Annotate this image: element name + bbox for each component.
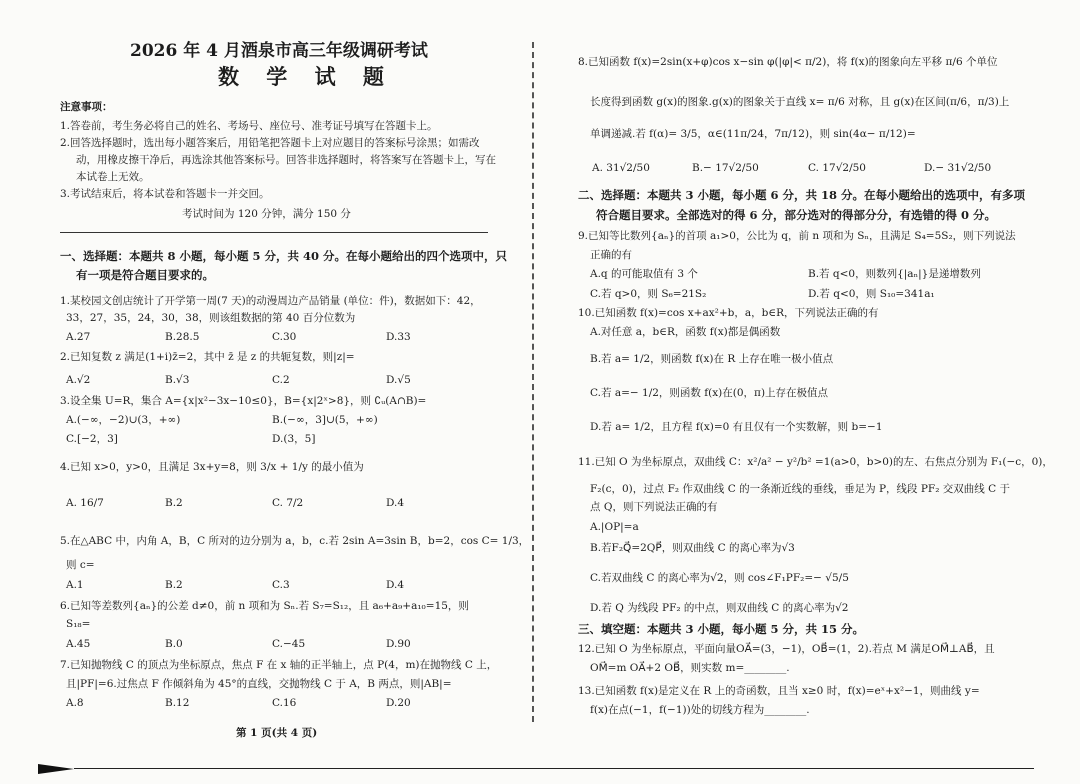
q7-stem-cont: 且|PF|=6.过焦点 F 作倾斜角为 45°的直线，交抛物线 C 于 A，B 两点，则|AB|= bbox=[66, 678, 452, 690]
section2-heading: 二、选择题：本题共 3 小题，每小题 6 分，共 18 分。在每小题给出的选项中，有多项 bbox=[578, 188, 1026, 202]
q2-stem: 2.已知复数 z 满足(1+i)z̄=2，其中 z̄ 是 z 的共轭复数，则|z|= bbox=[60, 351, 355, 363]
q4-option-d: D.4 bbox=[386, 497, 405, 509]
q7-option-c: C.16 bbox=[272, 697, 297, 709]
q3-option-d: D.(3，5] bbox=[272, 433, 316, 445]
q4-option-b: B.2 bbox=[165, 497, 183, 509]
section1-heading: 一、选择题：本题共 8 小题，每小题 5 分，共 40 分。在每小题给出的四个选项中，只 bbox=[60, 249, 508, 263]
column-divider bbox=[532, 42, 534, 722]
q9-option-d: D.若 q<0，则 S₁₀=341a₁ bbox=[808, 288, 935, 300]
section2-heading-cont: 符合题目要求。全部选对的得 6 分，部分选对的得部分分，有选错的得 0 分。 bbox=[596, 208, 997, 222]
q7-option-d: D.20 bbox=[386, 697, 411, 709]
q11-option-a: A.|OP|=a bbox=[590, 521, 639, 533]
q1-option-d: D.33 bbox=[386, 331, 411, 343]
q11-stem-cont2: 点 Q，则下列说法正确的有 bbox=[590, 501, 718, 513]
q13-stem: 13.已知函数 f(x)是定义在 R 上的奇函数，且当 x≥0 时，f(x)=eˣ+x²−1，则曲线 y= bbox=[578, 685, 980, 697]
q10-option-a: A.对任意 a，b∈R，函数 f(x)都是偶函数 bbox=[590, 326, 781, 338]
q3-stem: 3.设全集 U=R，集合 A={x|x²−3x−10≤0}，B={x|2ˣ>8}，则 ∁ᵤ(A∩B)= bbox=[60, 395, 427, 407]
q10-stem: 10.已知函数 f(x)=cos x+ax²+b，a，b∈R，下列说法正确的有 bbox=[578, 307, 879, 319]
q11-stem: 11.已知 O 为坐标原点，双曲线 C：x²/a² − y²/b² =1(a>0，b>0)的左、右焦点分别为 F₁(−c，0)， bbox=[578, 456, 1053, 468]
q6-option-d: D.90 bbox=[386, 638, 411, 650]
q9-option-c: C.若 q>0，则 S₆=21S₂ bbox=[590, 288, 707, 300]
q6-option-a: A.45 bbox=[66, 638, 91, 650]
q9-stem: 9.已知等比数列{aₙ}的首项 a₁>0，公比为 q，前 n 项和为 Sₙ，且满足 S₄=5S₂，则下列说法 bbox=[578, 230, 1016, 242]
q6-option-c: C.−45 bbox=[272, 638, 306, 650]
q1-stem-cont: 33，27，35，24，30，38，则该组数据的第 40 百分位数为 bbox=[66, 312, 356, 324]
q4-option-a: A. 16/7 bbox=[66, 497, 104, 509]
q3-option-a: A.(−∞，−2)∪(3，+∞) bbox=[66, 414, 181, 426]
header-rule bbox=[60, 232, 488, 233]
q7-option-a: A.8 bbox=[66, 697, 84, 709]
q1-stem: 1.某校园文创店统计了开学第一周(7 天)的动漫周边产品销量 (单位：件)，数据如下：42， bbox=[60, 295, 481, 307]
q7-option-b: B.12 bbox=[165, 697, 190, 709]
q5-stem-cont: 则 c= bbox=[66, 559, 95, 571]
q8-option-b: B.− 17√2/50 bbox=[692, 162, 759, 174]
scan-edge-line bbox=[74, 768, 1034, 769]
q4-option-c: C. 7/2 bbox=[272, 497, 304, 509]
section1-heading-cont: 有一项是符合题目要求的。 bbox=[76, 268, 214, 282]
q8-option-a: A. 31√2/50 bbox=[592, 162, 650, 174]
q5-option-c: C.3 bbox=[272, 579, 290, 591]
q5-option-b: B.2 bbox=[165, 579, 183, 591]
time-note: 考试时间为 120 分钟，满分 150 分 bbox=[182, 208, 351, 220]
q1-option-a: A.27 bbox=[66, 331, 91, 343]
notice-line: 本试卷上无效。 bbox=[76, 171, 150, 183]
q10-option-b: B.若 a= 1/2，则函数 f(x)在 R 上存在唯一极小值点 bbox=[590, 353, 834, 365]
q9-option-a: A.q 的可能取值有 3 个 bbox=[590, 268, 698, 280]
q8-stem-cont: 长度得到函数 g(x)的图象.g(x)的图象关于直线 x= π/6 对称，且 g(x)在区间(π/6，π/3)上 bbox=[590, 96, 1010, 108]
q5-option-a: A.1 bbox=[66, 579, 84, 591]
q8-option-c: C. 17√2/50 bbox=[808, 162, 866, 174]
q2-option-a: A.√2 bbox=[66, 374, 91, 386]
q5-stem: 5.在△ABC 中，内角 A，B，C 所对的边分别为 a，b，c.若 2sin A=3sin B，b=2，cos C= 1/3， bbox=[60, 535, 530, 547]
q3-option-c: C.[−2，3] bbox=[66, 433, 118, 445]
q2-option-d: D.√5 bbox=[386, 374, 411, 386]
exam-title: 2026 年 4 月酒泉市高三年级调研考试 bbox=[130, 41, 428, 61]
q9-option-b: B.若 q<0，则数列{|aₙ|}是递增数列 bbox=[808, 268, 981, 280]
q11-option-c: C.若双曲线 C 的离心率为√2，则 cos∠F₁PF₂=− √5/5 bbox=[590, 572, 849, 584]
q7-stem: 7.已知抛物线 C 的顶点为坐标原点，焦点 F 在 x 轴的正半轴上，点 P(4，m)在抛物线 C 上， bbox=[60, 659, 498, 671]
q8-stem-cont2: 单调递减.若 f(α)= 3/5，α∈(11π/24，7π/12)，则 sin(4α− π/12)= bbox=[590, 128, 916, 140]
q6-stem-cont: S₁₈= bbox=[66, 618, 91, 630]
q13-stem-cont: f(x)在点(−1，f(−1))处的切线方程为________. bbox=[590, 704, 810, 716]
scan-mark-arrow bbox=[38, 764, 74, 774]
page-number: 第 1 页(共 4 页) bbox=[236, 727, 318, 739]
subject-title: 数 学 试 题 bbox=[218, 64, 394, 89]
notice-line: 3.考试结束后，将本试卷和答题卡一并交回。 bbox=[60, 188, 270, 200]
q8-option-d: D.− 31√2/50 bbox=[924, 162, 992, 174]
notice-line: 动，用橡皮擦干净后，再选涂其他答案标号。回答非选择题时，将答案写在答题卡上，写在 bbox=[76, 154, 496, 166]
notice-line: 1.答卷前，考生务必将自己的姓名、考场号、座位号、准考证号填写在答题卡上。 bbox=[60, 120, 438, 132]
q1-option-c: C.30 bbox=[272, 331, 297, 343]
q1-option-b: B.28.5 bbox=[165, 331, 200, 343]
q3-option-b: B.(−∞，3]∪(5，+∞) bbox=[272, 414, 378, 426]
q5-option-d: D.4 bbox=[386, 579, 405, 591]
q2-option-b: B.√3 bbox=[165, 374, 190, 386]
q8-stem: 8.已知函数 f(x)=2sin(x+φ)cos x−sin φ(|φ|< π/2)，将 f(x)的图象向左平移 π/6 个单位 bbox=[578, 56, 998, 68]
section3-heading: 三、填空题：本题共 3 小题，每小题 5 分，共 15 分。 bbox=[578, 622, 865, 636]
q11-option-d: D.若 Q 为线段 PF₂ 的中点，则双曲线 C 的离心率为√2 bbox=[590, 602, 849, 614]
q11-stem-cont: F₂(c，0)，过点 F₂ 作双曲线 C 的一条渐近线的垂线，垂足为 P，线段 PF₂ 交双曲线 C 于 bbox=[590, 483, 1010, 495]
q11-option-b: B.若F₂Q⃗=2QP⃗，则双曲线 C 的离心率为√3 bbox=[590, 542, 795, 554]
q10-option-d: D.若 a= 1/2，且方程 f(x)=0 有且仅有一个实数解，则 b=−1 bbox=[590, 421, 883, 433]
q6-stem: 6.已知等差数列{aₙ}的公差 d≠0，前 n 项和为 Sₙ.若 S₇=S₁₂，且 a₆+a₉+a₁₀=15，则 bbox=[60, 600, 469, 612]
notice-line: 2.回答选择题时，选出每小题答案后，用铅笔把答题卡上对应题目的答案标号涂黑；如需改 bbox=[60, 137, 480, 149]
q4-stem: 4.已知 x>0，y>0，且满足 3x+y=8，则 3/x + 1/y 的最小值为 bbox=[60, 461, 364, 473]
notice-heading: 注意事项： bbox=[60, 101, 113, 113]
q9-stem-cont: 正确的有 bbox=[590, 249, 632, 261]
q2-option-c: C.2 bbox=[272, 374, 290, 386]
q10-option-c: C.若 a=− 1/2，则函数 f(x)在(0，π)上存在极值点 bbox=[590, 387, 829, 399]
q6-option-b: B.0 bbox=[165, 638, 183, 650]
q12-stem-cont: OM⃗=m OA⃗+2 OB⃗，则实数 m=________. bbox=[590, 662, 790, 674]
q12-stem: 12.已知 O 为坐标原点，平面向量OA⃗=(3，−1)，OB⃗=(1，2).若点 M 满足OM⃗⊥AB⃗，且 bbox=[578, 643, 995, 655]
